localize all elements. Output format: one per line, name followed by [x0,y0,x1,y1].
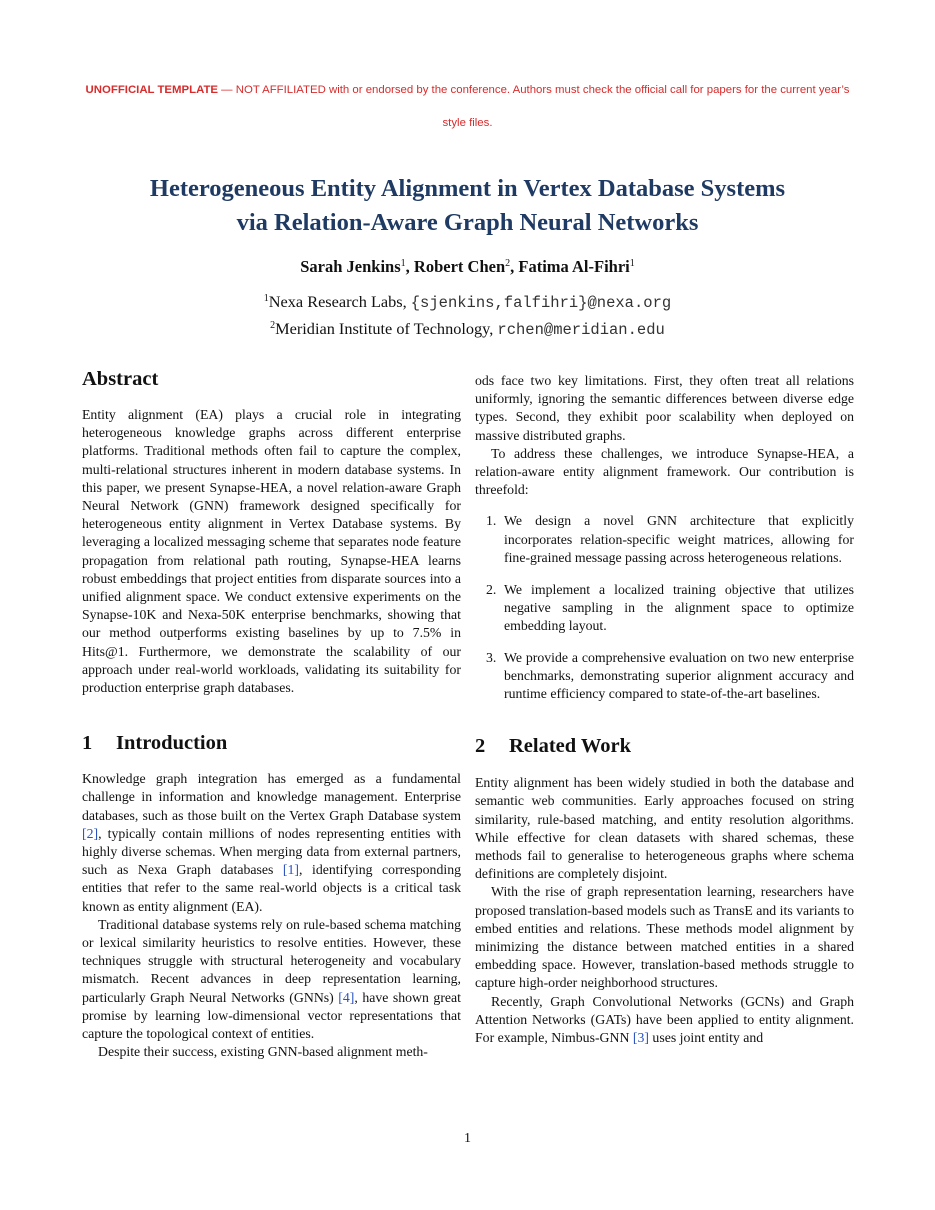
citation-link[interactable]: [2] [82,825,99,841]
notice-text: — NOT AFFILIATED with or endorsed by the conference. Authors must check the official call for papers for the current year’s style files. [218,84,850,129]
affiliation-line [60,315,875,342]
text-run: , typically contain millions of nodes representing entities with highly diverse schemas. When merging data from external partners, such as Nexa Graph databases [82,825,461,878]
contribution-item [475,649,854,704]
related-paragraph-2: With the rise of graph representation learning, researchers have proposed translation-based models such as TransE and its variants to embed entities and relations. These methods model alignment by minimizing the distance between matched entities in a shared embedding space. However, translation-based methods struggle to capture high-order neighborhood structures. [475,884,854,991]
page-number: 1 [464,1131,471,1146]
affiliation-line [60,288,875,315]
author-name: Fatima Al-Fihri [518,257,630,276]
intro-paragraph-3-cont: ods face two key limitations. First, they often treat all relations uniformly, ignoring the semantic differences between diverse edge types. Second, they exhibit poor scalability when deployed on massive distributed graphs. [475,373,854,443]
text-run: , identifying corresponding entities that refer to the same real-world objects is a critical task known as entity alignment (EA). [82,862,461,914]
introduction-heading [82,730,461,756]
section-title: Related Work [509,735,632,758]
notice-strong: UNOFFICIAL TEMPLATE [85,84,219,96]
text-run: uses joint entity and [648,1030,764,1046]
right-column [475,372,854,1047]
section-number: 1 [82,732,93,755]
affiliation-sup: 1 [263,293,269,304]
related-work-heading [475,733,854,759]
affiliation-email: {sjenkins,falfihri}@nexa.org [410,294,672,312]
intro-paragraph-3-start: Despite their success, existing GNN-based alignment meth- [98,1044,428,1060]
list-number: 1. [486,513,497,529]
text-run: , have shown great promise by learning low-dimensional vector representations that capture the topological context of entities. [82,989,461,1042]
left-column [82,366,461,1062]
contribution-item [475,512,854,567]
citation-link[interactable]: [3] [632,1030,649,1046]
intro-paragraph-4: To address these challenges, we introduce Synapse-HEA, a relation-aware entity alignment framework. Our contribution is threefold: [475,445,854,498]
affiliation-email: rchen@meridian.edu [497,320,665,339]
intro-paragraph-2 [82,916,461,1043]
citation-link[interactable]: [1] [282,862,299,878]
section-number: 2 [475,735,486,758]
intro-paragraph-1 [82,770,461,916]
related-paragraph-1: Entity alignment has been widely studied in both the database and semantic web communities. Early approaches focused on string similarity, rule-based matching, and entity resolution algorithms. While effective for clean datasets with shared schemas, these methods fail to generalise to heterogeneous graphs where schema definitions are completely disjoint. [475,775,854,882]
author-list: Sarah Jenkins$^1$, Robert Chen$^2$, Fatima Al-Fihri$^1$ [300,257,635,276]
author-name: Robert Chen [413,257,506,276]
abstract-text: Entity alignment (EA) plays a crucial role in integrating heterogeneous knowledge graphs across different enterprise platforms. Traditional methods often fail to capture the complex, multi-relational structures inherent in modern database systems. In this paper, we present Synapse-HEA, a novel relation-aware Graph Neural Network (GNN) framework designed specifically for heterogeneous entity alignment in Vertex Database systems. By leveraging a localized messaging scheme that separates node feature propagation from relational path routing, Synapse-HEA learns robust embeddings that project entities from disparate sources into a unified alignment space. We conduct extensive experiments on the Synapse-10K and Nexa-50K enterprise benchmarks, showing that our method outperforms existing baselines by up to 7.5% in Hits@1. Furthermore, we demonstrate the scalability of our approach under real-world workloads, validating its suitability for production enterprise graph databases. [82,407,461,696]
abstract-heading: Abstract [82,368,159,390]
contribution-text: We implement a localized training objective that utilizes negative sampling in the alignment space to optimize embedding layout. [504,581,854,633]
affiliations [60,288,875,341]
unofficial-template-notice [82,74,853,140]
contribution-text: We design a novel GNN architecture that explicitly incorporates relation-specific weight matrices, allowing for fine-grained message passing across heterogeneous relations. [504,513,854,565]
contribution-item [475,581,854,636]
title-line-2: via Relation-Aware Graph Neural Networks [236,209,699,236]
contribution-list [475,512,854,703]
text-run: Recently, Graph Convolutional Networks (GCNs) and Graph Attention Networks (GATs) have been applied to entity alignment. For example, Nimbus-GNN [475,993,854,1046]
text-run: Traditional database systems rely on rule-based schema matching or lexical similarity heuristics to resolve entities. However, these techniques struggle with structural heterogeneity and vocabulary mismatch. Recent advances in deep representation learning, particularly Graph Neural Networks (GNNs) [82,916,461,1005]
citation-link[interactable]: [4] [338,989,355,1005]
affiliation-org: Nexa Research Labs, [268,292,411,311]
affiliation-sup: 2 [270,319,276,331]
author-affil-sup: 1 [400,258,406,269]
text-run: Knowledge graph integration has emerged as a fundamental challenge in information and knowledge management. Enterprise databases, such as those built on the Vertex Graph Database system [82,771,461,823]
author-affil-sup: 2 [505,258,511,269]
paper-title [60,172,875,240]
list-number: 3. [486,649,497,665]
list-number: 2. [486,581,497,597]
related-paragraph-3 [475,993,854,1048]
contribution-text: We provide a comprehensive evaluation on two new enterprise benchmarks, demonstrating superior alignment accuracy and runtime efficiency compared to state-of-the-art baselines. [504,649,854,702]
title-line-1: Heterogeneous Entity Alignment in Vertex Database Systems [149,175,786,202]
affiliation-org: Meridian Institute of Technology, [275,318,498,338]
author-affil-sup: 1 [629,258,635,269]
section-title: Introduction [116,732,228,755]
author-name: Sarah Jenkins [300,257,401,276]
